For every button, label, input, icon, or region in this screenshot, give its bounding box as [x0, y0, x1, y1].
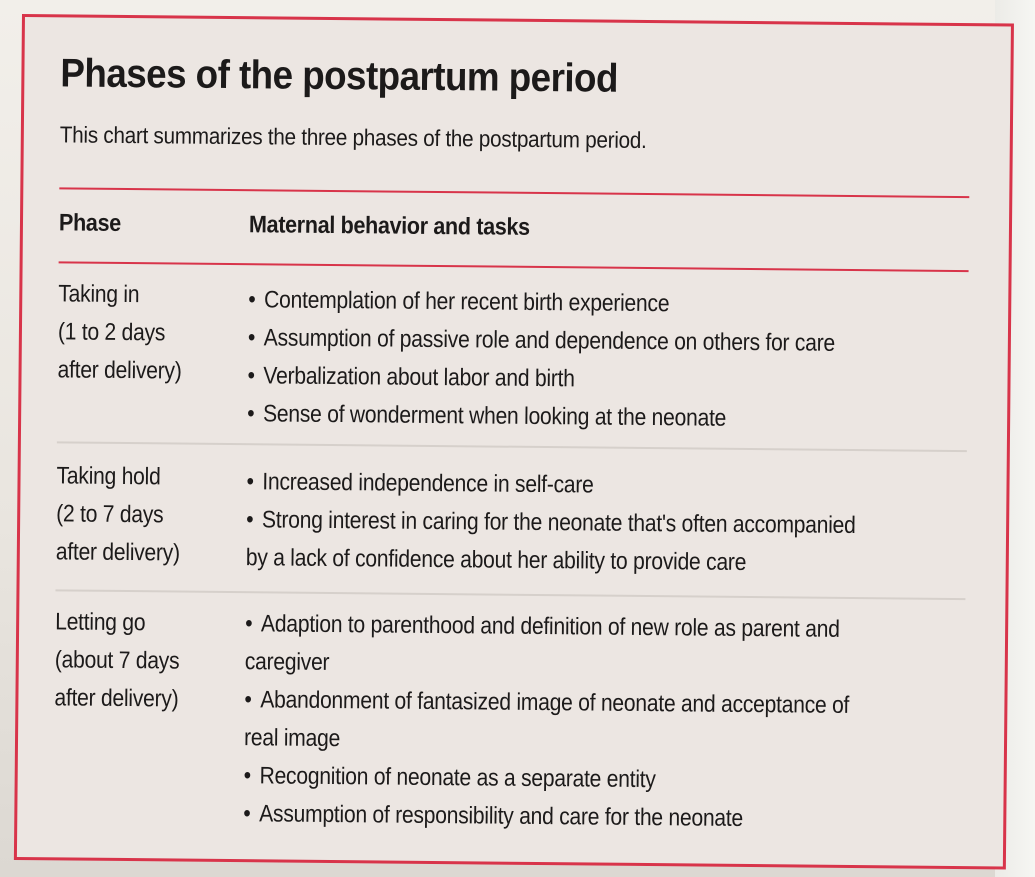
row-divider: [57, 441, 967, 452]
tasks-cell-taking-hold: [246, 463, 863, 583]
bullet: •: [245, 610, 253, 638]
phase-duration: after delivery): [54, 684, 179, 713]
column-header-phase: Phase: [58, 209, 121, 237]
phase-duration: (1 to 2 days: [57, 318, 166, 347]
phase-cell-letting-go: [54, 603, 180, 718]
row-divider: [55, 589, 965, 600]
bullet: •: [247, 400, 255, 428]
page-subtitle: This chart summarizes the three phases of the postpartum period.: [59, 121, 647, 154]
bullet: •: [243, 762, 251, 790]
phase-cell-taking-in: [57, 275, 182, 390]
task-continuation: caregiver: [244, 648, 330, 676]
column-header-tasks: Maternal behavior and tasks: [248, 211, 530, 241]
phase-name: Taking hold: [56, 462, 161, 491]
task-item: • Contemplation of her recent birth experience: [248, 281, 864, 325]
bullet: •: [247, 362, 255, 390]
task-item: • Sense of wonderment when looking at the neonate: [247, 395, 863, 439]
task-item: • Assumption of passive role and dependence on others for care: [248, 319, 864, 363]
tasks-cell-letting-go: [243, 605, 861, 839]
task-item: • Assumption of responsibility and care for the neonate: [243, 795, 859, 839]
phase-name: Taking in: [58, 280, 140, 309]
phase-duration: (2 to 7 days: [56, 500, 164, 529]
phase-duration: after delivery): [55, 538, 180, 567]
task-item: • Recognition of neonate as a separate entity: [244, 757, 860, 801]
header-bottom-rule: [59, 261, 969, 272]
bullet: •: [246, 506, 254, 534]
task-item: • Abandonment of fantasized image of neonate and acceptance of: [244, 681, 860, 725]
task-item: • Adaption to parenthood and definition of new role as parent and: [245, 605, 861, 649]
bullet: •: [246, 468, 254, 496]
phase-duration: (about 7 days: [54, 646, 180, 675]
task-item: • Strong interest in caring for the neonate that's often accompanied: [246, 501, 862, 545]
chart-card: [14, 14, 1014, 869]
bullet: •: [247, 324, 256, 352]
tasks-cell-taking-in: [247, 281, 864, 439]
bullet: •: [248, 286, 256, 314]
phase-cell-taking-hold: [56, 457, 181, 572]
task-continuation: by a lack of confidence about her ability to provide care: [245, 544, 747, 576]
phase-duration: after delivery): [57, 356, 182, 385]
bullet: •: [244, 686, 252, 714]
phase-name: Letting go: [55, 608, 146, 637]
task-item: • Increased independence in self-care: [246, 463, 862, 507]
header-top-rule: [59, 187, 969, 198]
bullet: •: [243, 800, 251, 828]
task-continuation: real image: [243, 724, 341, 753]
page-title: Phases of the postpartum period: [60, 51, 619, 101]
task-item: • Verbalization about labor and birth: [247, 357, 863, 401]
